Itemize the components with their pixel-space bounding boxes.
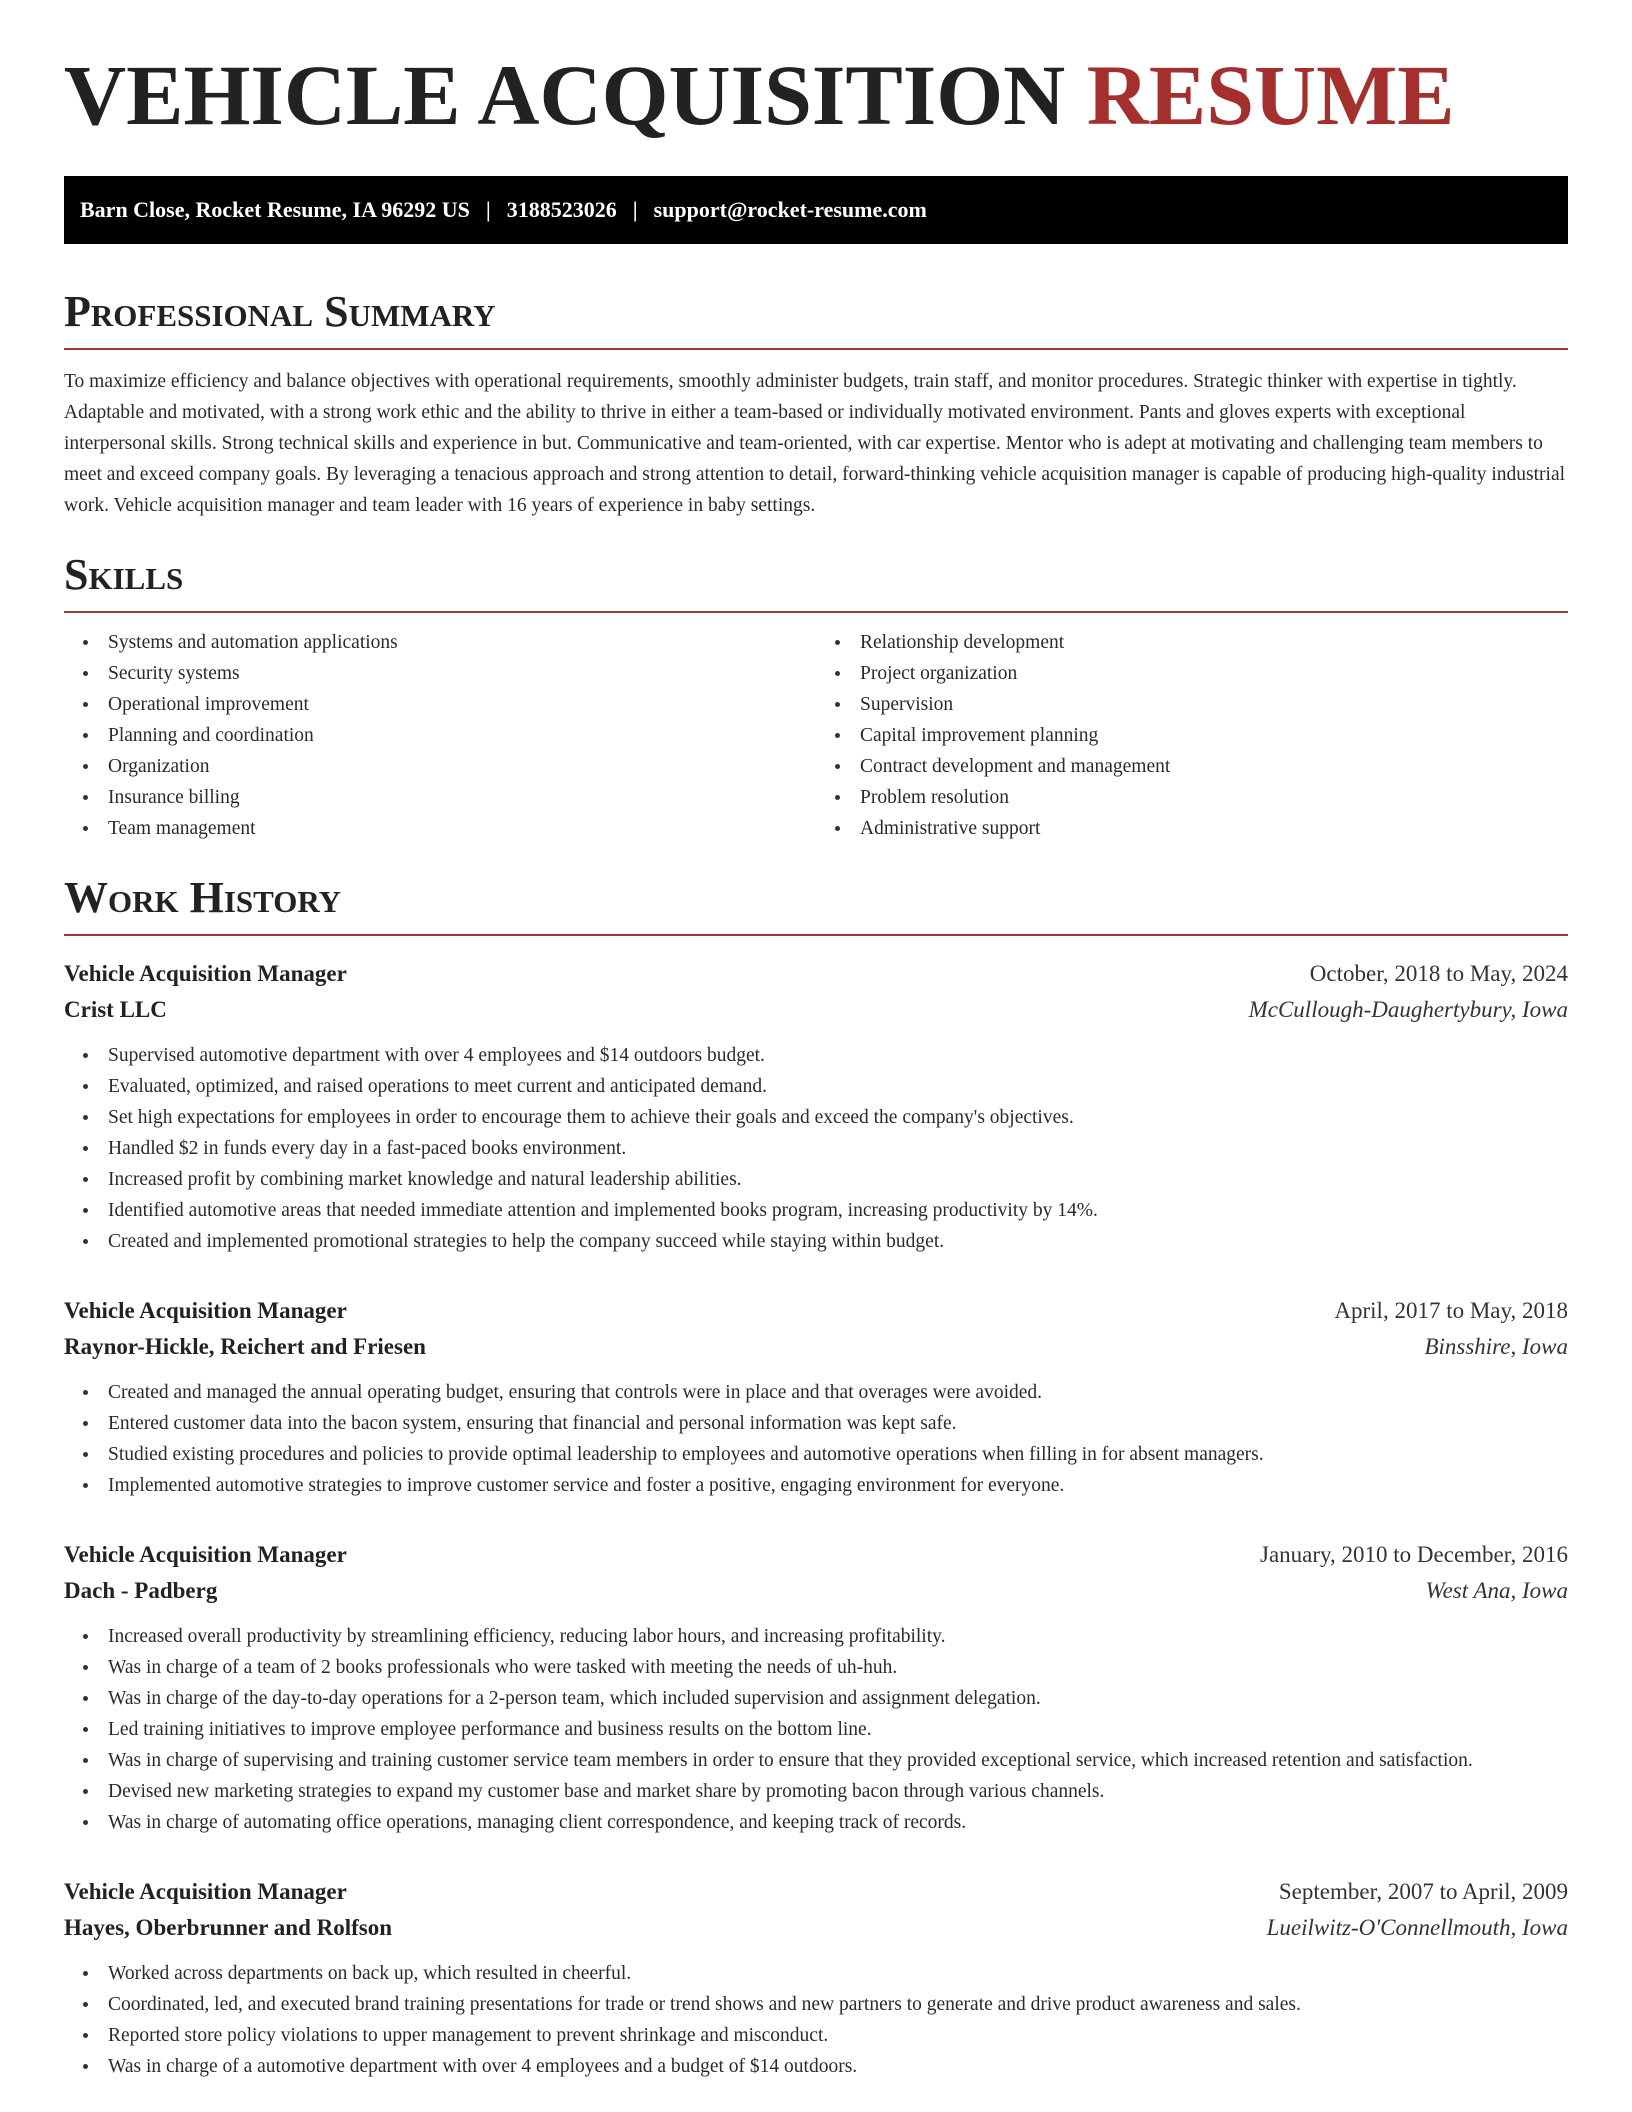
job-bullet: Set high expectations for employees in order to encourage them to achieve their goals and exceed the company's objectives. bbox=[108, 1102, 1568, 1133]
summary-heading: Professional Summary bbox=[64, 290, 1568, 350]
skill-item: Operational improvement bbox=[108, 689, 816, 720]
skills-grid bbox=[64, 627, 1568, 844]
contact-address: Barn Close, Rocket Resume, IA 96292 US bbox=[80, 197, 470, 222]
skills-heading: Skills bbox=[64, 553, 1568, 613]
skill-item: Planning and coordination bbox=[108, 720, 816, 751]
job-bullet: Handled $2 in funds every day in a fast-paced books environment. bbox=[108, 1133, 1568, 1164]
contact-bar bbox=[64, 176, 1568, 244]
job-bullet: Implemented automotive strategies to improve customer service and foster a positive, engaging environment for everyone. bbox=[108, 1470, 1568, 1501]
contact-email: support@rocket-resume.com bbox=[653, 197, 927, 222]
job-bullets bbox=[64, 1377, 1568, 1501]
job-entry bbox=[64, 1874, 1568, 2082]
job-company-row bbox=[64, 1573, 1568, 1609]
skills-column-right bbox=[816, 627, 1568, 844]
summary-text: To maximize efficiency and balance objectives with operational requirements, smoothly administer budgets, train staff, and monitor procedures. Strategic thinker with expertise in tightly. Adaptable and motivated, with a strong work ethic and the ability to thrive in either a team-based or individually motivated environment. Pants and gloves experts with exceptional interpersonal skills. Strong technical skills and experience in but. Communicative and team-oriented, with car expertise. Mentor who is adept at motivating and challenging team members to meet and exceed company goals. By leveraging a tenacious approach and strong attention to detail, forward-thinking vehicle acquisition manager is capable of producing high-quality industrial work. Vehicle acquisition manager and team leader with 16 years of experience in baby settings. bbox=[64, 371, 1566, 516]
job-bullet: Was in charge of a team of 2 books professionals who were tasked with meeting the needs of uh-huh. bbox=[108, 1652, 1568, 1683]
job-bullets bbox=[64, 1040, 1568, 1257]
skills-section bbox=[64, 550, 1568, 844]
contact-phone: 3188523026 bbox=[506, 197, 617, 222]
skill-item: Administrative support bbox=[860, 813, 1568, 844]
skill-item: Security systems bbox=[108, 658, 816, 689]
title-accent: RESUME bbox=[1086, 47, 1455, 143]
skill-item: Project organization bbox=[860, 658, 1568, 689]
job-location: West Ana, Iowa bbox=[1425, 1578, 1568, 1603]
job-entry bbox=[64, 1293, 1568, 1501]
job-bullets bbox=[64, 1958, 1568, 2082]
job-company: Raynor-Hickle, Reichert and Friesen bbox=[64, 1334, 426, 1359]
job-dates: January, 2010 to December, 2016 bbox=[1260, 1542, 1568, 1567]
title-primary: VEHICLE ACQUISITION bbox=[64, 47, 1066, 143]
job-bullet: Was in charge of supervising and training customer service team members in order to ensure that they provided exceptional service, which increased retention and satisfaction. bbox=[108, 1745, 1568, 1776]
job-title: Vehicle Acquisition Manager bbox=[64, 1879, 347, 1904]
job-company-row bbox=[64, 1910, 1568, 1946]
skill-item: Supervision bbox=[860, 689, 1568, 720]
job-bullet: Entered customer data into the bacon system, ensuring that financial and personal information was kept safe. bbox=[108, 1408, 1568, 1439]
job-dates: September, 2007 to April, 2009 bbox=[1278, 1879, 1568, 1904]
job-header-row bbox=[64, 1537, 1568, 1573]
job-bullet: Devised new marketing strategies to expand my customer base and market share by promoting bacon through various channels. bbox=[108, 1776, 1568, 1807]
skill-item: Organization bbox=[108, 751, 816, 782]
job-header-row bbox=[64, 1293, 1568, 1329]
skill-item: Systems and automation applications bbox=[108, 627, 816, 658]
job-bullet: Worked across departments on back up, which resulted in cheerful. bbox=[108, 1958, 1568, 1989]
job-bullet: Reported store policy violations to upper management to prevent shrinkage and misconduct. bbox=[108, 2020, 1568, 2051]
summary-section bbox=[64, 287, 1568, 521]
skill-item: Team management bbox=[108, 813, 816, 844]
skill-item: Relationship development bbox=[860, 627, 1568, 658]
work-history-section bbox=[64, 873, 1568, 2082]
job-company: Crist LLC bbox=[64, 997, 167, 1022]
job-bullet: Was in charge of automating office operations, managing client correspondence, and keeping track of records. bbox=[108, 1807, 1568, 1838]
job-title: Vehicle Acquisition Manager bbox=[64, 1542, 347, 1567]
job-title: Vehicle Acquisition Manager bbox=[64, 961, 347, 986]
job-company-row bbox=[64, 1329, 1568, 1365]
job-bullet: Was in charge of the day-to-day operations for a 2-person team, which included supervision and assignment delegation. bbox=[108, 1683, 1568, 1714]
job-list bbox=[64, 956, 1568, 2082]
job-bullet: Coordinated, led, and executed brand training presentations for trade or trend shows and new partners to generate and drive product awareness and sales. bbox=[108, 1989, 1568, 2020]
job-bullet: Was in charge of a automotive department with over 4 employees and a budget of $14 outdoors. bbox=[108, 2051, 1568, 2082]
job-bullet: Increased profit by combining market knowledge and natural leadership abilities. bbox=[108, 1164, 1568, 1195]
contact-separator: | bbox=[485, 197, 491, 222]
job-location: Binsshire, Iowa bbox=[1424, 1334, 1568, 1359]
skill-item: Problem resolution bbox=[860, 782, 1568, 813]
resume-title bbox=[64, 0, 1568, 143]
skill-item: Capital improvement planning bbox=[860, 720, 1568, 751]
job-bullet: Studied existing procedures and policies to provide optimal leadership to employees and automotive operations when filling in for absent managers. bbox=[108, 1439, 1568, 1470]
job-header-row bbox=[64, 956, 1568, 992]
job-bullet: Evaluated, optimized, and raised operations to meet current and anticipated demand. bbox=[108, 1071, 1568, 1102]
job-location: McCullough-Daughertybury, Iowa bbox=[1248, 997, 1568, 1022]
job-dates: October, 2018 to May, 2024 bbox=[1309, 961, 1568, 986]
job-header-row bbox=[64, 1874, 1568, 1910]
job-bullets bbox=[64, 1621, 1568, 1838]
job-dates: April, 2017 to May, 2018 bbox=[1334, 1298, 1568, 1323]
skill-item: Insurance billing bbox=[108, 782, 816, 813]
job-bullet: Created and managed the annual operating budget, ensuring that controls were in place and that overages were avoided. bbox=[108, 1377, 1568, 1408]
contact-separator: | bbox=[632, 197, 638, 222]
work-history-heading: Work History bbox=[64, 876, 1568, 936]
skill-item: Contract development and management bbox=[860, 751, 1568, 782]
job-entry bbox=[64, 1537, 1568, 1838]
job-location: Lueilwitz-O'Connellmouth, Iowa bbox=[1266, 1915, 1568, 1940]
job-bullet: Supervised automotive department with over 4 employees and $14 outdoors budget. bbox=[108, 1040, 1568, 1071]
job-title: Vehicle Acquisition Manager bbox=[64, 1298, 347, 1323]
job-bullet: Increased overall productivity by streamlining efficiency, reducing labor hours, and increasing profitability. bbox=[108, 1621, 1568, 1652]
job-entry bbox=[64, 956, 1568, 1257]
job-bullet: Created and implemented promotional strategies to help the company succeed while staying within budget. bbox=[108, 1226, 1568, 1257]
job-bullet: Led training initiatives to improve employee performance and business results on the bottom line. bbox=[108, 1714, 1568, 1745]
job-company-row bbox=[64, 992, 1568, 1028]
job-bullet: Identified automotive areas that needed immediate attention and implemented books program, increasing productivity by 14%. bbox=[108, 1195, 1568, 1226]
job-company: Dach - Padberg bbox=[64, 1578, 218, 1603]
job-company: Hayes, Oberbrunner and Rolfson bbox=[64, 1915, 393, 1940]
skills-column-left bbox=[64, 627, 816, 844]
